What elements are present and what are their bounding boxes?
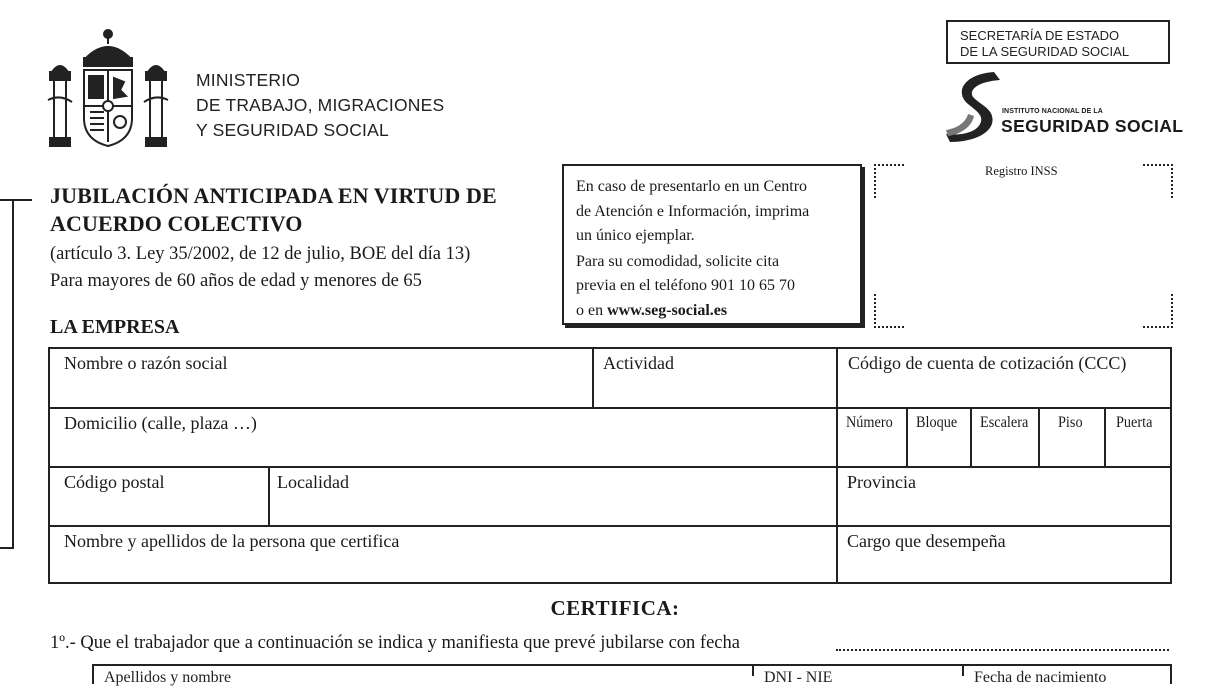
secretaria-line: SECRETARÍA DE ESTADO bbox=[960, 28, 1120, 43]
ministry-line: MINISTERIO bbox=[196, 70, 301, 90]
field-cargo[interactable]: Cargo que desempeña bbox=[847, 531, 1006, 551]
website-link[interactable]: www.seg-social.es bbox=[607, 301, 728, 319]
registro-corner bbox=[874, 294, 904, 328]
secretaria-box bbox=[946, 20, 1170, 64]
field-provincia[interactable]: Provincia bbox=[847, 472, 916, 492]
field-certificante[interactable]: Nombre y apellidos de la persona que certifica bbox=[64, 531, 400, 551]
row-divider bbox=[50, 466, 1170, 468]
field-puerta[interactable]: Puerta bbox=[1116, 414, 1153, 431]
registro-corner bbox=[1143, 164, 1173, 198]
field-localidad[interactable]: Localidad bbox=[277, 472, 349, 492]
info-line: un único ejemplar. bbox=[576, 227, 695, 244]
ministry-name bbox=[196, 68, 444, 143]
ministry-line: Y SEGURIDAD SOCIAL bbox=[196, 120, 389, 140]
row-divider bbox=[50, 525, 1170, 527]
info-line: Para su comodidad, solicite cita bbox=[576, 252, 780, 270]
field-ccc[interactable]: Código de cuenta de cotización (CCC) bbox=[848, 353, 1127, 373]
info-line: o en bbox=[576, 301, 608, 319]
col-divider bbox=[752, 664, 754, 676]
field-codigo-postal[interactable]: Código postal bbox=[64, 472, 165, 492]
section-heading-empresa: LA EMPRESA bbox=[50, 316, 180, 338]
col-apellidos-nombre: Apellidos y nombre bbox=[104, 669, 232, 686]
col-divider bbox=[970, 407, 972, 466]
field-actividad[interactable]: Actividad bbox=[603, 353, 674, 373]
col-dni-nie: DNI - NIE bbox=[764, 669, 833, 686]
form-title-line: JUBILACIÓN ANTICIPADA EN VIRTUD DE bbox=[50, 183, 497, 208]
info-box bbox=[562, 164, 862, 325]
inss-small-text: INSTITUTO NACIONAL DE LA bbox=[1002, 108, 1103, 115]
field-domicilio[interactable]: Domicilio (calle, plaza …) bbox=[64, 413, 257, 433]
col-divider bbox=[906, 407, 908, 466]
info-line: En caso de presentarlo en un Centro bbox=[576, 178, 808, 195]
registro-corner bbox=[1143, 294, 1173, 328]
inss-big-text: SEGURIDAD SOCIAL bbox=[1001, 116, 1184, 136]
info-line: de Atención e Información, imprima bbox=[576, 202, 810, 220]
certifica-heading: CERTIFICA: bbox=[550, 596, 680, 620]
col-divider bbox=[1104, 407, 1106, 466]
col-divider bbox=[836, 349, 838, 582]
secretaria-line: DE LA SEGURIDAD SOCIAL bbox=[960, 44, 1130, 59]
ministry-line: DE TRABAJO, MIGRACIONES bbox=[196, 95, 445, 115]
field-nombre-razon[interactable]: Nombre o razón social bbox=[64, 353, 228, 373]
legal-reference: (artículo 3. Ley 35/2002, de 12 de julio, BOE del día 13) bbox=[50, 244, 471, 264]
section-bracket-tick bbox=[14, 199, 32, 201]
form-title-line: ACUERDO COLECTIVO bbox=[50, 211, 303, 236]
col-fecha-nacimiento: Fecha de nacimiento bbox=[974, 669, 1107, 686]
row-divider bbox=[50, 407, 1170, 409]
company-table bbox=[48, 347, 1172, 584]
info-line: previa en el teléfono 901 10 65 70 bbox=[576, 277, 796, 294]
form-title bbox=[50, 182, 497, 238]
field-escalera[interactable]: Escalera bbox=[980, 414, 1029, 431]
registro-corner bbox=[874, 164, 904, 198]
date-fill-line[interactable] bbox=[836, 649, 1169, 651]
section-bracket bbox=[0, 199, 14, 549]
col-divider bbox=[962, 664, 964, 676]
field-numero[interactable]: Número bbox=[846, 414, 893, 431]
field-piso[interactable]: Piso bbox=[1058, 414, 1083, 431]
col-divider bbox=[268, 466, 270, 525]
clause-1: 1º.- Que el trabajador que a continuación se indica y manifiesta que prevé jubilarse con fecha bbox=[50, 633, 740, 653]
registro-label: Registro INSS bbox=[985, 164, 1058, 178]
col-divider bbox=[592, 349, 594, 407]
col-divider bbox=[1038, 407, 1040, 466]
field-bloque[interactable]: Bloque bbox=[916, 414, 958, 431]
coat-of-arms-icon bbox=[46, 22, 170, 152]
age-condition: Para mayores de 60 años de edad y menores de 65 bbox=[50, 271, 422, 291]
